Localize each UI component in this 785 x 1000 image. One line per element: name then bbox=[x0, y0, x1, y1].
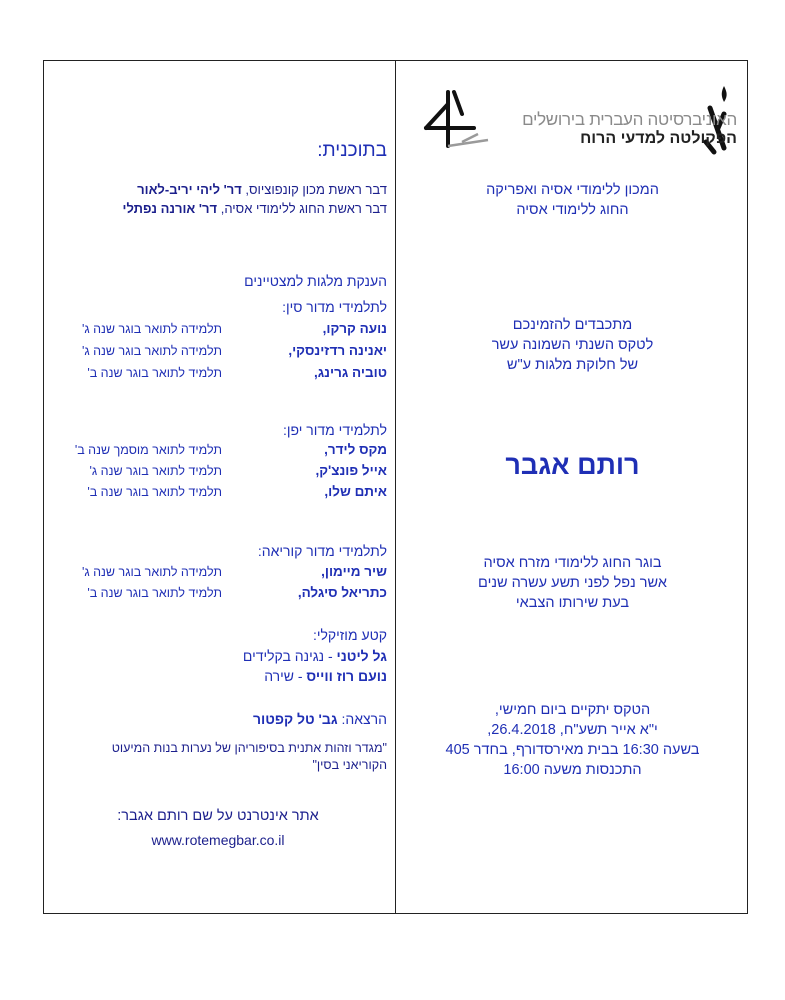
invite-block bbox=[400, 315, 745, 375]
korea-name-1: שיר מיימון, bbox=[321, 564, 387, 579]
awards-title: הענקת מלגות למצטיינים bbox=[244, 273, 387, 289]
japan-desc-1: תלמיד לתואר מוסמך שנה ב' bbox=[74, 443, 222, 457]
flame-icon bbox=[722, 86, 727, 102]
japan-name-3: איתם שלו, bbox=[324, 484, 387, 499]
event-line-3: בשעה 16:30 בבית מאירסדורף, בחדר 405 bbox=[445, 742, 700, 758]
institute-line-2: החוג ללימודי אסיה bbox=[516, 202, 629, 218]
memorial-line-1: בוגר החוג ללימודי מזרח אסיה bbox=[483, 555, 662, 571]
korea-desc-1: תלמידה לתואר בוגר שנה ג' bbox=[81, 565, 222, 579]
music-2-rest: - שירה bbox=[264, 668, 307, 684]
invite-line-2: לטקס השנתי השמונה עשר bbox=[491, 337, 654, 353]
institute-line-1: המכון ללימודי אסיה ואפריקה bbox=[486, 182, 659, 198]
korea-title: לתלמידי מדור קוריאה: bbox=[257, 543, 387, 559]
lecture-topic-line-1: "מגדר וזהות אתנית בסיפוריהן של נערות בנות המיעוט bbox=[111, 741, 387, 755]
event-line-1: הטקס יתקיים ביום חמישי, bbox=[494, 702, 651, 718]
invite-line-1: מתכבדים להזמינכם bbox=[512, 317, 633, 333]
greeting-line-2 bbox=[123, 201, 387, 216]
lecture-name: גב' טל קפטור bbox=[252, 711, 338, 727]
china-desc-3: תלמיד לתואר בוגר שנה ב' bbox=[87, 366, 222, 380]
music-line-2 bbox=[264, 668, 387, 684]
faculty-name: הפקולטה למדעי הרוח bbox=[580, 130, 737, 147]
website-title: אתר אינטרנט על שם רותם אגבר: bbox=[117, 808, 319, 824]
lecture-topic-line-2: הקוריאני בסין" bbox=[312, 758, 387, 772]
greeting-1-name: דר' ליהי יריב-לאור bbox=[137, 182, 242, 197]
music-1-name: גל ליטני bbox=[336, 648, 387, 664]
greeting-2-prefix: דבר ראשת החוג ללימודי אסיה, bbox=[220, 201, 387, 216]
music-2-name: נועם רוז ווייס bbox=[306, 668, 387, 684]
emblem-icon bbox=[426, 92, 474, 146]
memorial-block bbox=[400, 553, 745, 613]
japan-desc-2: תלמיד לתואר בוגר שנה ג' bbox=[89, 464, 222, 478]
china-desc-1: תלמידה לתואר בוגר שנה ג' bbox=[81, 322, 222, 336]
korea-name-2: כתריאל סיגלה, bbox=[297, 585, 387, 600]
japan-title: לתלמידי מדור יפן: bbox=[282, 422, 387, 438]
event-line-2: י"א אייר תשע"ח, 26.4.2018, bbox=[487, 722, 658, 738]
event-line-4: התכנסות משעה 16:00 bbox=[503, 762, 642, 778]
china-name-2: יאנינה רדזינסקי, bbox=[288, 343, 387, 358]
china-desc-2: תלמידה לתואר בוגר שנה ג' bbox=[81, 344, 222, 358]
center-divider bbox=[395, 60, 396, 914]
music-1-rest: - נגינה בקלידים bbox=[242, 648, 337, 664]
website-link[interactable]: www.rotemegbar.co.il bbox=[151, 832, 285, 848]
japan-name-1: מקס לידר, bbox=[324, 442, 387, 457]
china-name-3: טוביה גרינג, bbox=[313, 365, 387, 380]
greeting-2-name: דר' אורנה נפתלי bbox=[122, 201, 218, 216]
lecture-line bbox=[253, 711, 387, 727]
memorial-line-2: אשר נפל לפני תשע עשרה שנים bbox=[478, 575, 667, 591]
japan-name-2: אייל פונצ'ק, bbox=[315, 463, 387, 478]
china-name-1: נועה קרקו, bbox=[322, 321, 387, 336]
korea-desc-2: תלמיד לתואר בוגר שנה ב' bbox=[87, 586, 222, 600]
event-block bbox=[400, 700, 745, 780]
music-title: קטע מוזיקלי: bbox=[312, 627, 387, 643]
greeting-1-prefix: דבר ראשת מכון קונפוציוס, bbox=[245, 182, 387, 197]
honoree-name: רותם אגבר bbox=[505, 450, 640, 480]
music-line-1 bbox=[243, 648, 387, 664]
contents-title: בתוכנית: bbox=[317, 140, 387, 161]
institute-block bbox=[400, 180, 745, 220]
lecture-prefix: הרצאה: bbox=[341, 711, 387, 727]
china-title: לתלמידי מדור סין: bbox=[282, 299, 387, 315]
invite-line-3: של חלוקת מלגות ע"ש bbox=[506, 357, 639, 373]
memorial-line-3: בעת שירותו הצבאי bbox=[515, 595, 630, 611]
university-name: האוניברסיטה העברית בירושלים bbox=[522, 110, 737, 129]
japan-desc-3: תלמיד לתואר בוגר שנה ב' bbox=[87, 485, 222, 499]
greeting-line-1 bbox=[137, 182, 387, 197]
